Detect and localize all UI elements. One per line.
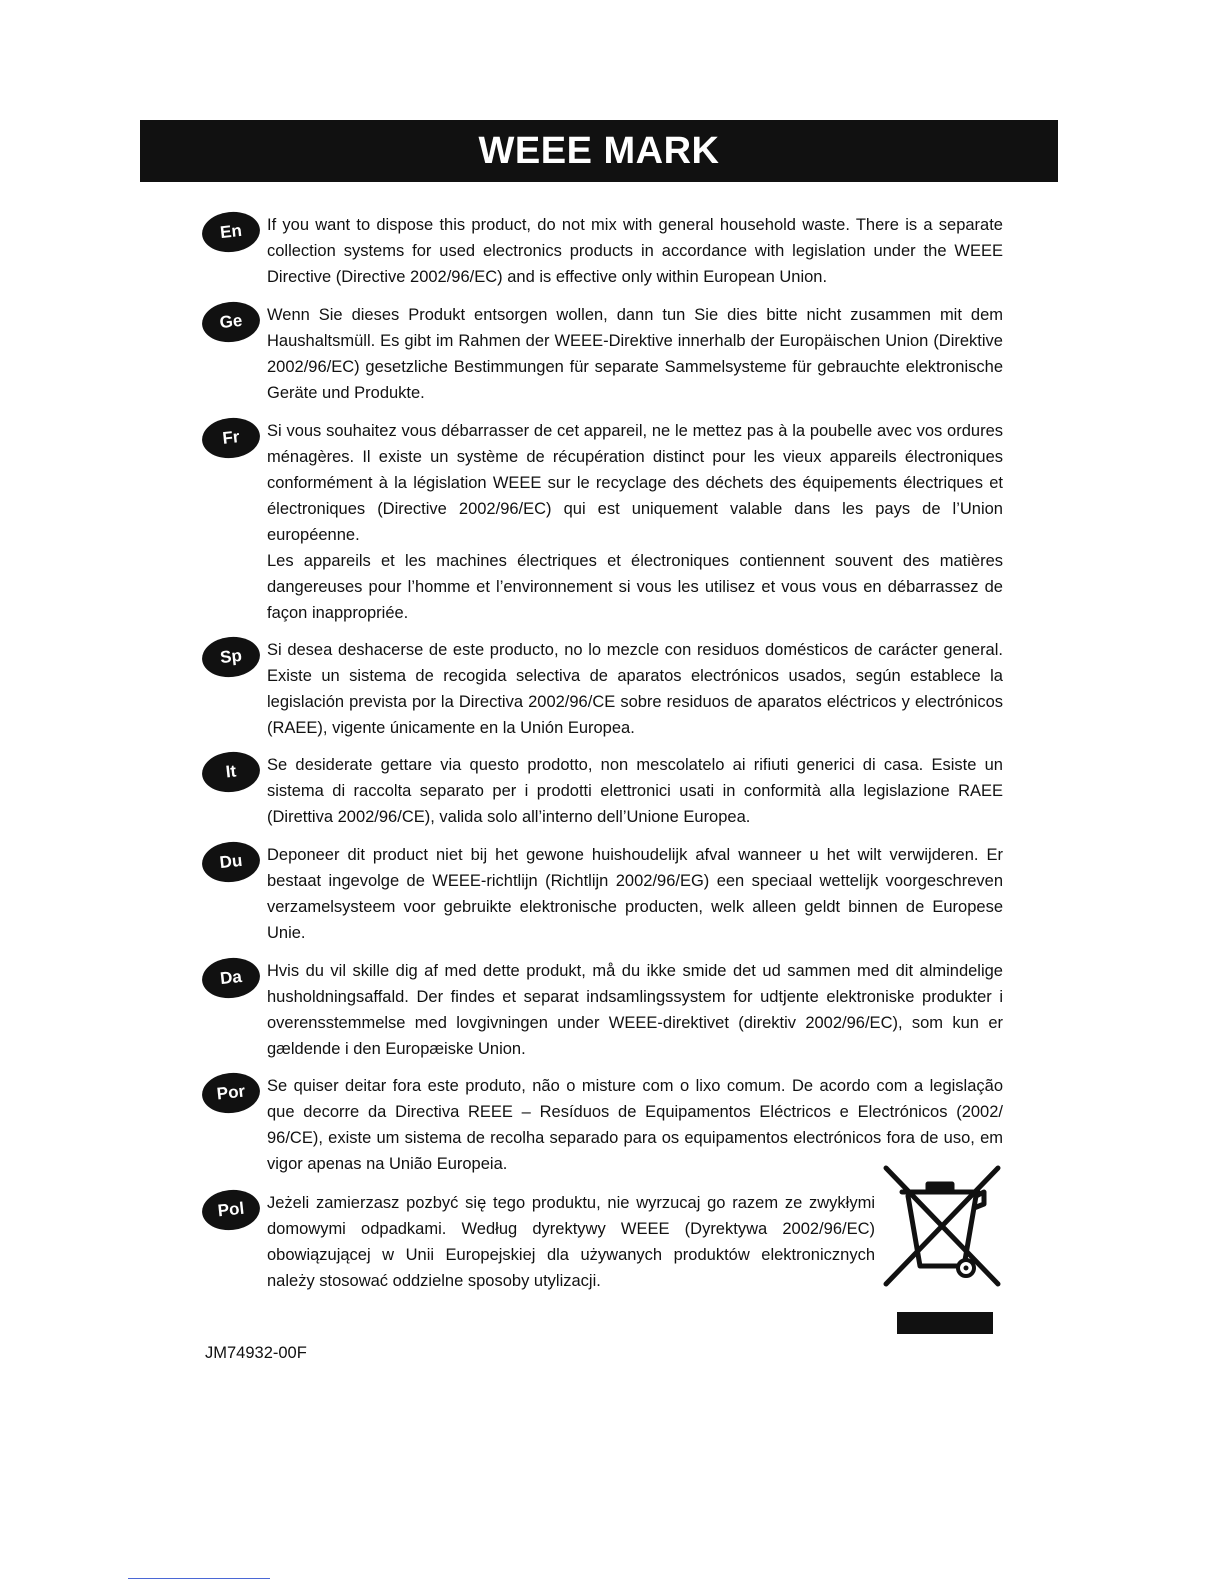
paragraph: Deponeer dit product niet bij het gewone huishoudelijk afval wanneer u het wilt verwijderen. Er bestaat ingevolge de WEEE-richtlijn (Richtlijn 2002/96/EG) een speciaal wettelijk voorgeschreven verzamelsysteem voor gebruikte elektronische producten, welk alleen geldt binnen de Europese Unie. — [267, 846, 1003, 942]
weee-solid-bar — [897, 1312, 993, 1334]
language-badge-pol: Pol — [200, 1187, 262, 1233]
language-badge-fr: Fr — [200, 415, 262, 461]
language-badge-it: It — [200, 749, 262, 795]
section-text-sp — [267, 637, 1003, 741]
paragraph: Si vous souhaitez vous débarrasser de cet appareil, ne le mettez pas à la poubelle avec vos ordures ménagères. Il existe un système de récupération distinct pour les vieux appareils électroniques conformément à la législation WEEE sur le recyclage des déchets des équipements électriques et électroniques (Directive 2002/96/EC) qui est uniquement valable dans les pays de l’Union européenne. — [267, 422, 1003, 544]
header-bar — [140, 120, 1058, 182]
document-code: JM74932-00F — [205, 1344, 307, 1362]
paragraph: Se quiser deitar fora este produto, não o misture com o lixo comum. De acordo com a legislação que decorre da Directiva REEE – Resíduos de Equipamentos Eléctricos e Electrónicos (2002/ 96/CE), existe um sistema de recolha separado para os equipamentos electrónicos fora de uso, em vigor apenas na União Europeia. — [267, 1077, 1003, 1173]
section-text-en — [267, 212, 1003, 290]
section-text-du — [267, 842, 1003, 946]
section-text-it — [267, 752, 1003, 830]
section-text-fr — [267, 418, 1003, 626]
paragraph: Si desea deshacerse de este producto, no lo mezcle con residuos domésticos de carácter general. Existe un sistema de recogida selectiva de aparatos electrónicos usados, según establece la legislación prevista por la Directiva 2002/96/CE sobre residuos de aparatos eléctricos y electrónicos (RAEE), vigente únicamente en la Unión Europea. — [267, 641, 1003, 737]
paragraph: Wenn Sie dieses Produkt entsorgen wollen, dann tun Sie dies bitte nicht zusammen mit dem Haushaltsmüll. Es gibt im Rahmen der WEEE-Direktive innerhalb der Europäischen Union (Direktive 2002/96/EC) gesetzliche Bestimmungen für separate Sammelsysteme für gebrauchte elektronische Geräte und Produkte. — [267, 306, 1003, 402]
paragraph: Se desiderate gettare via questo prodotto, non mescolatelo ai rifiuti generici di casa. Esiste un sistema di raccolta separato per i prodotti elettronici usati in conformità alla legislazione RAEE (Direttiva 2002/96/CE), valida solo all’interno dell’Unione Europea. — [267, 756, 1003, 826]
page-title: WEEE MARK — [478, 129, 720, 172]
section-text-pol — [267, 1190, 875, 1294]
language-badge-sp: Sp — [200, 634, 262, 680]
crossed-out-wheelie-bin-icon — [880, 1162, 1005, 1292]
paragraph: Jeżeli zamierzasz pozbyć się tego produktu, nie wyrzucaj go razem ze zwykłymi domowymi odpadkami. Według dyrektywy WEEE (Dyrektywa 2002/96/EC) obowiązującej w Unii Europejskiej dla używanych produktów elektronicznych należy stosować oddzielne sposoby utylizacji. — [267, 1194, 875, 1290]
language-badge-du: Du — [200, 839, 262, 885]
section-text-ge — [267, 302, 1003, 406]
bottom-underline — [128, 1578, 270, 1579]
language-badge-en: En — [200, 209, 262, 255]
language-badge-da: Da — [200, 955, 262, 1001]
paragraph: Les appareils et les machines électriques et électroniques contiennent souvent des matières dangereuses pour l’homme et l’environnement si vous les utilisez et vous vous en débarrassez de façon inappropriée. — [267, 552, 1003, 622]
paragraph: If you want to dispose this product, do not mix with general household waste. There is a separate collection systems for used electronics products in accordance with legislation under the WEEE Directive (Directive 2002/96/EC) and is effective only within European Union. — [267, 216, 1003, 286]
language-badge-ge: Ge — [200, 299, 262, 345]
section-text-da — [267, 958, 1003, 1062]
language-badge-por: Por — [200, 1070, 262, 1116]
paragraph: Hvis du vil skille dig af med dette produkt, må du ikke smide det ud sammen med dit almindelige husholdningsaffald. Der findes et separat indsamlingssystem for udtjente elektroniske produkter i overensstemmelse med lovgivningen under WEEE-direktivet (direktiv 2002/96/EC), som kun er gældende i den Europæiske Union. — [267, 962, 1003, 1058]
